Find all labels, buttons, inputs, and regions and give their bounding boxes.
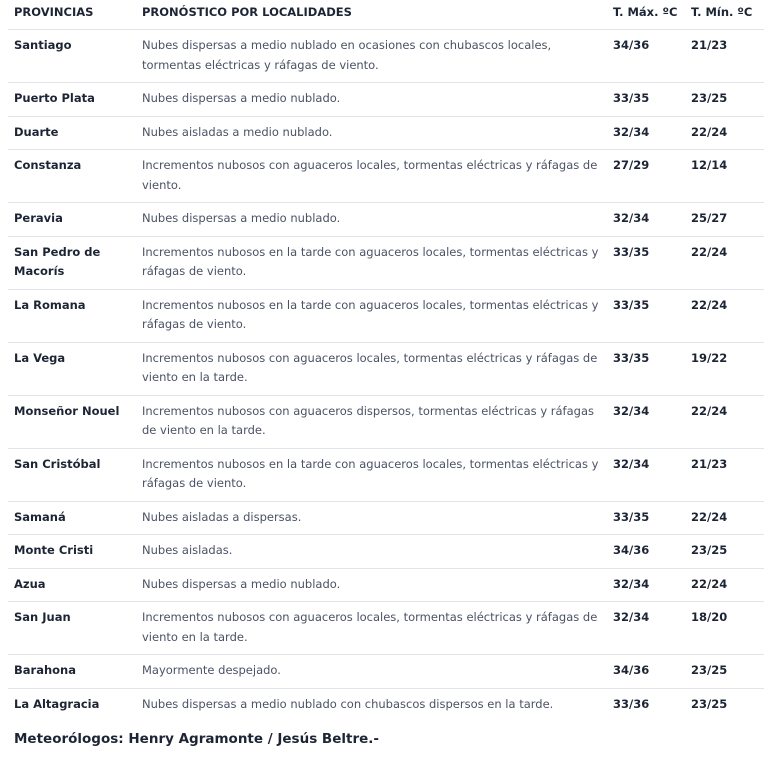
forecast-cell: Incrementos nubosos en la tarde con aguaceros locales, tormentas eléctricas y ráfagas de viento.	[136, 289, 607, 342]
forecast-cell: Incrementos nubosos en la tarde con aguaceros locales, tormentas eléctricas y ráfagas de viento.	[136, 448, 607, 501]
tmin-cell: 22/24	[685, 501, 764, 535]
forecast-cell: Nubes aisladas.	[136, 535, 607, 569]
province-cell: Duarte	[8, 116, 136, 150]
tmin-cell: 22/24	[685, 236, 764, 289]
tmin-cell: 22/24	[685, 116, 764, 150]
table-row	[8, 116, 764, 150]
tmin-cell: 25/27	[685, 203, 764, 237]
forecast-cell: Incrementos nubosos con aguaceros locales, tormentas eléctricas y ráfagas de viento en la tarde.	[136, 602, 607, 655]
tmin-cell: 23/25	[685, 655, 764, 689]
forecast-table	[8, 0, 764, 721]
table-row	[8, 203, 764, 237]
tmin-cell: 22/24	[685, 395, 764, 448]
table-header-row	[8, 0, 764, 30]
province-cell: San Pedro de Macorís	[8, 236, 136, 289]
table-row	[8, 448, 764, 501]
tmax-cell: 32/34	[607, 203, 685, 237]
header-tmin: T. Mín. ºC	[685, 0, 764, 30]
tmax-cell: 32/34	[607, 395, 685, 448]
tmax-cell: 33/35	[607, 501, 685, 535]
forecast-cell: Nubes dispersas a medio nublado en ocasiones con chubascos locales, tormentas eléctricas y ráfagas de viento.	[136, 30, 607, 83]
table-row	[8, 150, 764, 203]
header-province: PROVINCIAS	[8, 0, 136, 30]
table-row	[8, 30, 764, 83]
tmax-cell: 32/34	[607, 568, 685, 602]
tmax-cell: 34/36	[607, 30, 685, 83]
tmax-cell: 32/34	[607, 602, 685, 655]
meteorologists-credit: Meteorólogos: Henry Agramonte / Jesús Beltre.-	[14, 731, 380, 747]
tmin-cell: 21/23	[685, 448, 764, 501]
table-row	[8, 236, 764, 289]
forecast-cell: Nubes aisladas a dispersas.	[136, 501, 607, 535]
table-row	[8, 602, 764, 655]
tmax-cell: 33/35	[607, 236, 685, 289]
province-cell: San Cristóbal	[8, 448, 136, 501]
province-cell: San Juan	[8, 602, 136, 655]
tmin-cell: 12/14	[685, 150, 764, 203]
forecast-cell: Incrementos nubosos con aguaceros dispersos, tormentas eléctricas y ráfagas de viento en la tarde.	[136, 395, 607, 448]
province-cell: Constanza	[8, 150, 136, 203]
table-row	[8, 655, 764, 689]
forecast-cell: Nubes dispersas a medio nublado.	[136, 83, 607, 117]
forecast-cell: Incrementos nubosos con aguaceros locales, tormentas eléctricas y ráfagas de viento en la tarde.	[136, 342, 607, 395]
table-body	[8, 30, 764, 722]
tmax-cell: 34/36	[607, 655, 685, 689]
province-cell: Puerto Plata	[8, 83, 136, 117]
forecast-cell: Nubes aisladas a medio nublado.	[136, 116, 607, 150]
tmax-cell: 33/35	[607, 83, 685, 117]
table-row	[8, 535, 764, 569]
tmin-cell: 22/24	[685, 289, 764, 342]
tmin-cell: 22/24	[685, 568, 764, 602]
tmax-cell: 32/34	[607, 448, 685, 501]
province-cell: Azua	[8, 568, 136, 602]
province-cell: La Vega	[8, 342, 136, 395]
tmax-cell: 27/29	[607, 150, 685, 203]
tmax-cell: 33/36	[613, 696, 650, 711]
tmin-cell: 23/25	[685, 535, 764, 569]
forecast-cell: Incrementos nubosos en la tarde con aguaceros locales, tormentas eléctricas y ráfagas de viento.	[136, 236, 607, 289]
tmin-cell: 23/25	[685, 83, 764, 117]
forecast-cell: Nubes dispersas a medio nublado.	[136, 568, 607, 602]
province-cell: Barahona	[8, 655, 136, 689]
table-row	[8, 568, 764, 602]
table-row	[8, 83, 764, 117]
province-cell: La Romana	[8, 289, 136, 342]
province-cell: Santiago	[8, 30, 136, 83]
tmax-cell: 34/36	[607, 535, 685, 569]
province-cell: La Altagracia	[14, 696, 100, 711]
table-row	[8, 395, 764, 448]
province-cell: Peravia	[8, 203, 136, 237]
forecast-cell: Nubes dispersas a medio nublado con chubascos dispersos en la tarde.	[142, 696, 554, 711]
tmin-cell: 18/20	[685, 602, 764, 655]
province-cell: Monte Cristi	[8, 535, 136, 569]
tmax-cell: 33/35	[607, 342, 685, 395]
province-cell: Monseñor Nouel	[8, 395, 136, 448]
forecast-cell: Nubes dispersas a medio nublado.	[136, 203, 607, 237]
province-cell: Samaná	[8, 501, 136, 535]
tmax-cell: 33/35	[607, 289, 685, 342]
header-forecast: PRONÓSTICO POR LOCALIDADES	[136, 0, 607, 30]
table-row	[8, 289, 764, 342]
table-row	[8, 688, 764, 721]
tmin-cell: 19/22	[685, 342, 764, 395]
tmin-cell: 21/23	[685, 30, 764, 83]
header-tmax: T. Máx. ºC	[607, 0, 685, 30]
forecast-cell: Mayormente despejado.	[136, 655, 607, 689]
tmax-cell: 32/34	[607, 116, 685, 150]
forecast-table-container	[8, 0, 764, 721]
forecast-cell: Incrementos nubosos con aguaceros locales, tormentas eléctricas y ráfagas de viento.	[136, 150, 607, 203]
table-row	[8, 342, 764, 395]
table-row	[8, 501, 764, 535]
tmin-cell: 23/25	[691, 696, 728, 711]
